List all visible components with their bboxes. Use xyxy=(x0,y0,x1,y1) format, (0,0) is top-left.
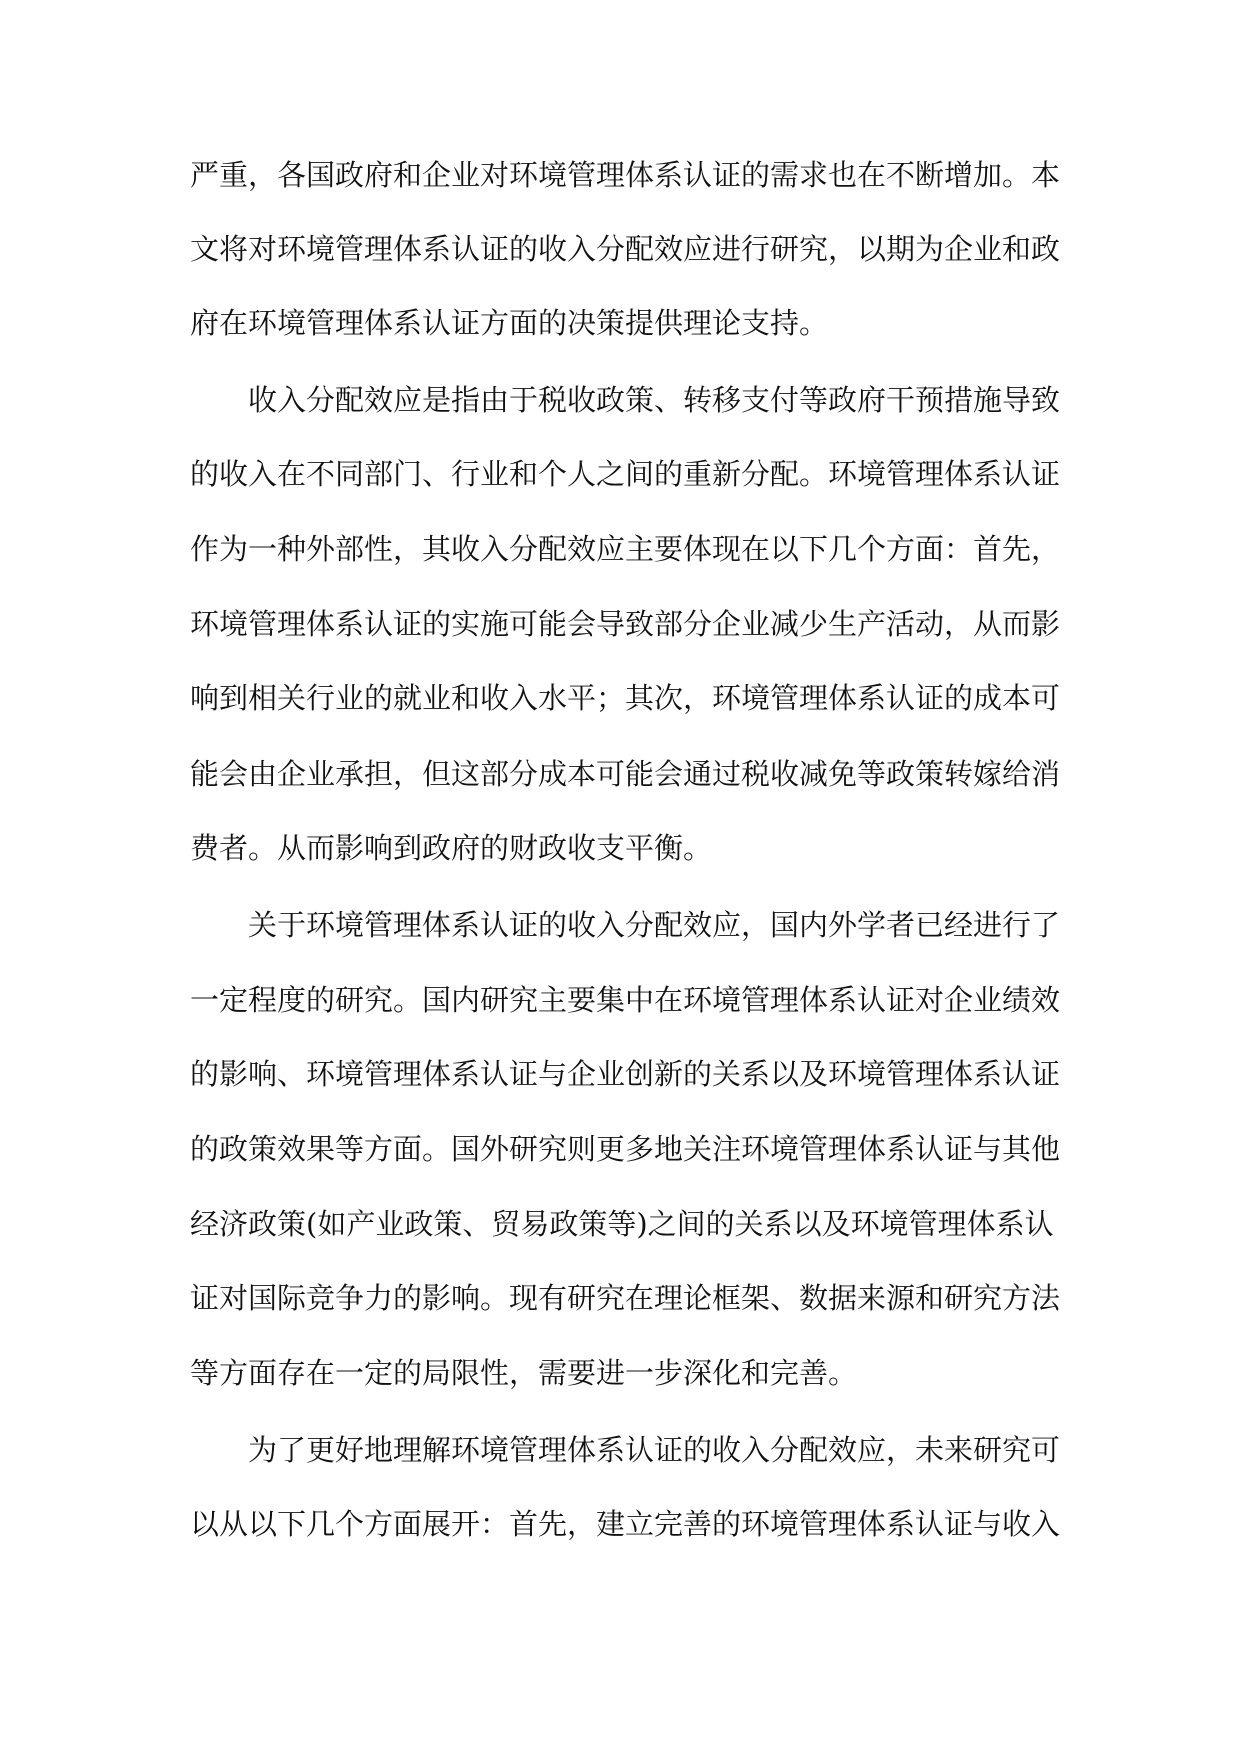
paragraph-1-line-1: 严重，各国政府和企业对环境管理体系认证的需求也在不断增加。本 xyxy=(190,158,1061,192)
paragraph-2-line-3: 作为一种外部性，其收入分配效应主要体现在以下几个方面：首先， xyxy=(190,532,1061,566)
paragraph-1-line-2: 文将对环境管理体系认证的收入分配效应进行研究，以期为企业和政 xyxy=(190,232,1061,266)
paragraph-3-line-3: 的影响、环境管理体系认证与企业创新的关系以及环境管理体系认证 xyxy=(190,1057,1061,1091)
paragraph-3-line-1: 关于环境管理体系认证的收入分配效应，国内外学者已经进行了 xyxy=(248,908,1061,942)
paragraph-2-line-7: 费者。从而影响到政府的财政收支平衡。 xyxy=(190,831,713,865)
paragraph-2-line-1: 收入分配效应是指由于税收政策、转移支付等政府干预措施导致 xyxy=(248,383,1061,417)
paragraph-3-line-7: 等方面存在一定的局限性，需要进一步深化和完善。 xyxy=(190,1356,858,1390)
paragraph-2-line-6: 能会由企业承担，但这部分成本可能会通过税收减免等政策转嫁给消 xyxy=(190,757,1061,791)
paragraph-2-line-2: 的收入在不同部门、行业和个人之间的重新分配。环境管理体系认证 xyxy=(190,457,1061,491)
paragraph-2-line-4: 环境管理体系认证的实施可能会导致部分企业减少生产活动，从而影 xyxy=(190,607,1061,641)
paragraph-1-line-3: 府在环境管理体系认证方面的决策提供理论支持。 xyxy=(190,306,829,340)
paragraph-3-line-6: 证对国际竞争力的影响。现有研究在理论框架、数据来源和研究方法 xyxy=(190,1281,1061,1315)
paragraph-4-line-1: 为了更好地理解环境管理体系认证的收入分配效应，未来研究可 xyxy=(248,1433,1061,1467)
paragraph-3-line-5: 经济政策(如产业政策、贸易政策等)之间的关系以及环境管理体系认 xyxy=(190,1207,1054,1241)
paragraph-4-line-2: 以从以下几个方面展开：首先，建立完善的环境管理体系认证与收入 xyxy=(190,1507,1061,1541)
paragraph-2-line-5: 响到相关行业的就业和收入水平；其次，环境管理体系认证的成本可 xyxy=(190,681,1061,715)
paragraph-3-line-4: 的政策效果等方面。国外研究则更多地关注环境管理体系认证与其他 xyxy=(190,1132,1061,1166)
paragraph-3-line-2: 一定程度的研究。国内研究主要集中在环境管理体系认证对企业绩效 xyxy=(190,983,1061,1017)
